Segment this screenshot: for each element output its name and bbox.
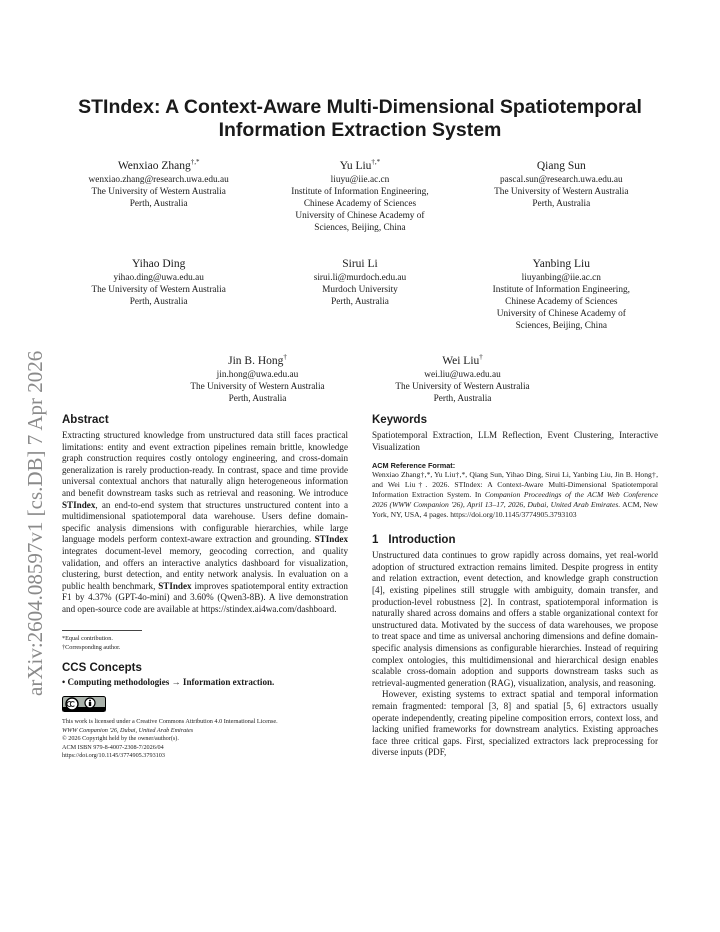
author-marks: † [479, 353, 483, 361]
license-isbn: ACM ISBN 979-8-4007-2308-7/2026/04 [62, 743, 164, 751]
author-name: Yanbing Liu [532, 257, 590, 270]
author-block [464, 253, 659, 332]
license-text: This work is licensed under a Creative Commons Attribution 4.0 International License. [62, 718, 278, 725]
keywords-text: Spatiotemporal Extraction, LLM Reflection, Event Clustering, Interactive Visualization [372, 430, 658, 452]
author-affiliation-line: Murdoch University [322, 284, 398, 295]
author-email[interactable]: jin.hong@uwa.edu.au [216, 369, 299, 380]
author-marks: † [283, 353, 287, 361]
author-affiliation-line: Perth, Australia [433, 393, 492, 404]
ccs-heading: CCS Concepts [62, 661, 142, 674]
author-email[interactable]: wei.liu@uwa.edu.au [424, 369, 501, 380]
footnote-equal: *Equal contribution. [62, 634, 113, 642]
author-email[interactable]: liuyu@iie.ac.cn [330, 174, 390, 185]
author-affiliation-line: Perth, Australia [129, 296, 188, 307]
left-column [62, 414, 348, 761]
author-name: Yihao Ding [131, 257, 186, 270]
author-marks: †,* [371, 158, 381, 166]
author-affiliation-line: Perth, Australia [532, 198, 591, 209]
author-affiliation-line: Perth, Australia [331, 296, 389, 307]
license-venue: WWW Companion '26, Dubai, United Arab Emirates [62, 726, 194, 734]
license-copyright: © 2026 Copyright held by the owner/author(s). [62, 735, 179, 742]
abstract-text: Extracting structured knowledge from unstructured data still faces practical limitations: entity and event extraction pipelines remain brittle, knowledge graph construction requires costly ontology engineering, and cross-domain generalization is rarely production-ready. In contrast, space and time provide universal contextual anchors that naturally align heterogeneous information and benefit downstream tasks such as retrieval and reasoning. We introduce STIndex, an end-to-end system that structures unstructured content into a multidimensional spatiotemporal data warehouse. Users define domain-specific analysis dimensions with configurable hierarchies, while large language models perform context-aware extraction and grounding. STIndex integrates document-level memory, geocoding correction, and quality validation, and offers an interactive analytics dashboard for visualization, clustering, burst detection, and entity network analysis. In evaluation on a public health benchmark, STIndex improves spatiotemporal entity extraction F1 by 4.37% (GPT-4o-mini) and 3.60% (Qwen3-8B). A live demonstration and open-source code are available at https://stindex.ai4wa.com/dashboard. [62, 430, 348, 614]
author-name: Qiang Sun [536, 159, 586, 172]
arxiv-stamp-text: arXiv:2604.08597v1 [cs.DB] 7 Apr 2026 [23, 350, 47, 696]
intro-paragraph-1: Unstructured data continues to grow rapidly across domains, yet real-world adoption of structured extraction remains limited. Despite progress in entity and relation extraction, event detection, and knowledge graph construction [4], existing pipelines still struggle with ambiguity, domain transfer, and production-level robustness [2]. In contrast, spatiotemporal information is naturally shared across domains and offers a stable organizational context for unstructured data. Motivated by the success of data warehouses, we propose to treat space and time as universal anchoring dimensions and define domain-specific analysis dimensions as configurable hierarchies. Instead of requiring complex ontologies, this multidimensional and hierarchical design enables scalable cross-domain adoption and supports downstream tasks such as retrieval-augmented generation (RAG), visualization, analysis, and reasoning. [372, 550, 658, 688]
author-affiliation-line: Sciences, Beijing, China [515, 320, 608, 331]
author-affiliation-line: The University of Western Australia [91, 186, 226, 197]
author-block [61, 155, 256, 234]
author-affiliation-line: The University of Western Australia [91, 284, 226, 295]
footnotes [62, 630, 142, 652]
author-marks: †,* [190, 158, 200, 166]
author-name: Sirui Li [342, 257, 378, 270]
author-email[interactable]: yihao.ding@uwa.edu.au [113, 272, 204, 283]
author-row-3 [58, 350, 662, 405]
abstract-heading: Abstract [62, 414, 109, 426]
author-affiliation-line: Sciences, Beijing, China [314, 222, 406, 233]
author-affiliation-line: Chinese Academy of Sciences [303, 198, 417, 209]
author-affiliation-line: University of Chinese Academy of [295, 210, 425, 221]
author-block [160, 350, 355, 405]
acm-reference-heading: ACM Reference Format: [372, 461, 456, 471]
license-block [62, 696, 348, 761]
author-block [464, 155, 659, 234]
section-introduction-heading: 1 Introduction [372, 534, 456, 547]
ccs-item: • Computing methodologies → Information extraction. [62, 676, 275, 687]
author-name: Jin B. Hong† [228, 353, 287, 367]
acm-reference-text: Wenxiao Zhang†,*, Yu Liu†,*, Qiang Sun, Yihao Ding, Sirui Li, Yanbing Liu, Jin B. Hong†, and Wei Liu†. 2026. STIndex: A Context-Aware Multi-Dimensional Spatiotemporal Information Extraction System. In Companion Proceedings of the ACM Web Conference 2026 (WWW Companion '26), April 13–17, 2026, Dubai, United Arab Emirates. ACM, New York, NY, USA, 4 pages. https://doi.org/10.1145/3774905.3793103 [372, 470, 659, 520]
intro-paragraph-2: However, existing systems to extract spatial and temporal information remain fragmented: temporal [3, 8] and spatial [5, 6] extractors usually operate independently, creating pipeline composition errors, context loss, and lacking unified frameworks for downstream analytics. Existing approaches face three critical gaps. First, specialized extractors lack preprocessing for diverse inputs (PDF, [372, 689, 658, 758]
author-row-2 [58, 253, 662, 332]
author-affiliation-line: Chinese Academy of Sciences [505, 296, 618, 307]
author-name: Wei Liu† [442, 353, 483, 367]
author-affiliation-line: Institute of Information Engineering, [492, 284, 630, 295]
author-block [365, 350, 560, 405]
keywords-heading: Keywords [372, 414, 427, 426]
author-affiliation-line: Perth, Australia [129, 198, 188, 209]
author-name: Wenxiao Zhang†,* [117, 158, 200, 172]
author-affiliation-line: Perth, Australia [228, 393, 287, 404]
author-affiliation-line: University of Chinese Academy of [496, 308, 626, 319]
author-email[interactable]: liuyanbing@iie.ac.cn [521, 272, 601, 283]
cc-by-license-icon [62, 696, 106, 712]
author-block [262, 155, 457, 234]
author-block [61, 253, 256, 332]
author-affiliation-line: The University of Western Australia [494, 186, 629, 197]
author-block [262, 253, 457, 332]
author-name: Yu Liu†,* [339, 158, 381, 172]
author-email[interactable]: pascal.sun@research.uwa.edu.au [499, 174, 623, 185]
author-email[interactable]: sirui.li@murdoch.edu.au [313, 272, 407, 283]
license-doi[interactable]: https://doi.org/10.1145/3774905.3793103 [62, 752, 165, 759]
author-affiliation-line: The University of Western Australia [395, 381, 530, 392]
author-email[interactable]: wenxiao.zhang@research.uwa.edu.au [88, 174, 229, 185]
author-affiliation-line: The University of Western Australia [190, 381, 325, 392]
right-column [372, 414, 658, 759]
author-affiliation-line: Institute of Information Engineering, [291, 186, 429, 197]
paper-title: STIndex: A Context-Aware Multi-Dimensional Spatiotemporal Information Extraction System [78, 96, 642, 141]
author-row-1 [58, 155, 662, 234]
arxiv-stamp [12, 268, 52, 698]
footnote-corresponding: †Corresponding author. [62, 643, 121, 651]
